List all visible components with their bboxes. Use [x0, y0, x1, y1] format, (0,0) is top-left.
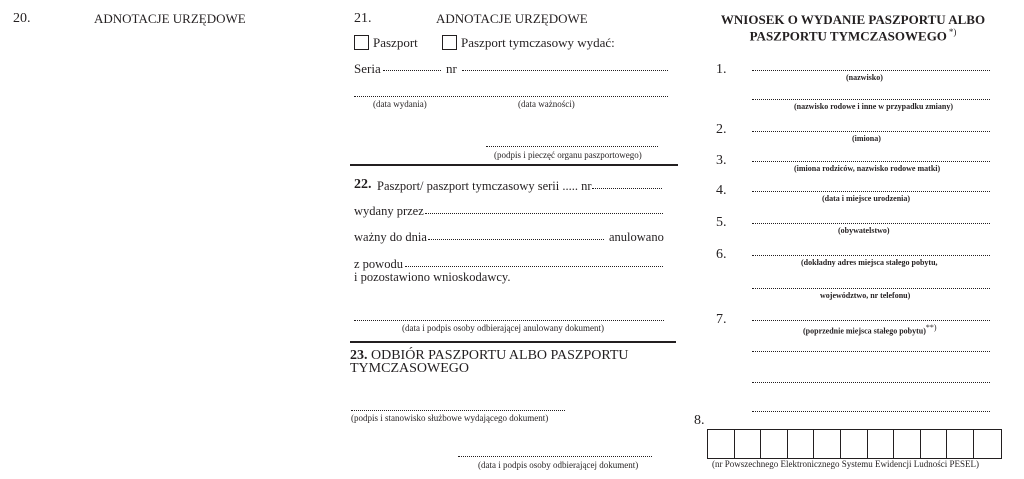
field-7-number: 7.	[716, 312, 727, 327]
field-4-number: 4.	[716, 183, 727, 198]
poprzednie-miejsca-line-4[interactable]	[752, 411, 990, 412]
form-title-line-2-wrap	[716, 26, 990, 42]
odbierajacy-caption: (data i podpis osoby odbierającej dokument)	[478, 460, 639, 470]
wojewodztwo-caption: województwo, nr telefonu)	[820, 291, 911, 300]
checkbox-paszport-label: Paszport	[373, 35, 418, 50]
wazny-do-dnia-label: ważny do dnia	[354, 230, 427, 244]
data-miejsce-urodzenia-field[interactable]	[752, 191, 990, 192]
anulowany-caption: (data i podpis osoby odbierającej anulowany dokument)	[402, 323, 604, 333]
form-title	[716, 13, 990, 42]
pesel-cell[interactable]	[761, 430, 788, 458]
nr-label: nr	[446, 61, 457, 76]
section-23-number: 23.	[350, 348, 368, 363]
wojewodztwo-field[interactable]	[752, 288, 990, 289]
data-miejsce-urodzenia-caption: (data i miejsce urodzenia)	[822, 194, 911, 203]
form-title-line-1: WNIOSEK O WYDANIE PASZPORTU ALBO	[720, 12, 986, 27]
pesel-caption: (nr Powszechnego Elektronicznego Systemu Ewidencji Ludności PESEL)	[712, 459, 979, 469]
adres-field[interactable]	[752, 255, 990, 256]
pesel-cell[interactable]	[974, 430, 1001, 458]
obywatelstwo-caption: (obywatelstwo)	[838, 226, 890, 235]
pesel-cell[interactable]	[841, 430, 868, 458]
nr-field[interactable]	[462, 70, 668, 71]
pesel-cell[interactable]	[894, 430, 921, 458]
nazwisko-rodowe-field[interactable]	[752, 99, 990, 100]
poprzednie-miejsca-mark: **)	[925, 323, 937, 332]
wydajacy-caption: (podpis i stanowisko służbowe wydającego dokument)	[351, 413, 549, 423]
signature-field-23a[interactable]	[351, 410, 565, 411]
imiona-rodzicow-field[interactable]	[752, 161, 990, 162]
nazwisko-caption: (nazwisko)	[846, 73, 883, 82]
section-21-number: 21.	[354, 11, 372, 26]
seria-label: Seria	[354, 61, 381, 76]
obywatelstwo-field[interactable]	[752, 223, 990, 224]
sec22-nr-field[interactable]	[592, 188, 662, 189]
section-20-number: 20.	[13, 11, 31, 26]
z-powodu-field[interactable]	[405, 266, 663, 267]
anulowano-label: anulowano	[609, 230, 664, 244]
checkbox-paszport[interactable]	[354, 35, 369, 50]
section-23-title-2: TYMCZASOWEGO	[350, 361, 469, 376]
imiona-field[interactable]	[752, 131, 990, 132]
pesel-cell[interactable]	[947, 430, 974, 458]
checkbox-paszport-tymczasowy-label: Paszport tymczasowy wydać:	[461, 35, 615, 50]
poprzednie-miejsca-caption: (poprzednie miejsca stałego pobytu)	[803, 326, 926, 336]
field-8-number: 8.	[694, 413, 705, 428]
signature-field-21[interactable]	[486, 146, 658, 147]
wydany-przez-field[interactable]	[425, 213, 663, 214]
section-20-title: ADNOTACJE URZĘDOWE	[94, 11, 246, 26]
nazwisko-field[interactable]	[752, 70, 990, 71]
form-title-mark: *)	[948, 27, 957, 37]
z-powodu-label: z powodu	[354, 257, 403, 271]
pesel-cell[interactable]	[735, 430, 762, 458]
podpis-organu-caption: (podpis i pieczęć organu paszportowego)	[494, 150, 642, 160]
data-waznosci-caption: (data ważności)	[518, 99, 575, 109]
form-title-line-2: PASZPORTU TYMCZASOWEGO	[749, 28, 947, 44]
wazny-do-dnia-field[interactable]	[428, 239, 604, 240]
poprzednie-miejsca-line-2[interactable]	[752, 351, 990, 352]
seria-field[interactable]	[383, 70, 441, 71]
wydany-przez-label: wydany przez	[354, 204, 424, 218]
poprzednie-miejsca-field[interactable]	[752, 320, 990, 321]
imiona-rodzicow-caption: (imiona rodziców, nazwisko rodowe matki)	[794, 164, 941, 173]
field-5-number: 5.	[716, 215, 727, 230]
pesel-cell[interactable]	[708, 430, 735, 458]
pesel-cell[interactable]	[788, 430, 815, 458]
dates-field[interactable]	[354, 96, 668, 97]
signature-field-23b[interactable]	[458, 456, 652, 457]
field-1-number: 1.	[716, 62, 727, 77]
section-23-title-1: ODBIÓR PASZPORTU ALBO PASZPORTU	[371, 348, 629, 363]
nazwisko-rodowe-caption: (nazwisko rodowe i inne w przypadku zmiany)	[794, 102, 953, 111]
pesel-cell[interactable]	[868, 430, 895, 458]
divider-22-23	[350, 341, 676, 343]
section-22-number-text: 22.	[354, 177, 372, 192]
field-2-number: 2.	[716, 122, 727, 137]
signature-field-22[interactable]	[354, 320, 664, 321]
sec22-line1-label: Paszport/ paszport tymczasowy serii ..... nr	[377, 179, 592, 193]
poprzednie-miejsca-caption-wrap	[803, 323, 937, 336]
divider-21-22	[350, 164, 678, 166]
pesel-cell[interactable]	[814, 430, 841, 458]
section-21-title: ADNOTACJE URZĘDOWE	[436, 11, 588, 26]
pesel-grid[interactable]	[707, 429, 1002, 459]
field-3-number: 3.	[716, 153, 727, 168]
imiona-caption: (imiona)	[852, 134, 881, 143]
section-22-number	[354, 177, 372, 193]
field-6-number: 6.	[716, 247, 727, 262]
data-wydania-caption: (data wydania)	[373, 99, 427, 109]
checkbox-paszport-tymczasowy[interactable]	[442, 35, 457, 50]
poprzednie-miejsca-line-3[interactable]	[752, 382, 990, 383]
adres-caption: (dokładny adres miejsca stałego pobytu,	[801, 258, 938, 267]
pozostawiono-label: i pozostawiono wnioskodawcy.	[354, 270, 511, 284]
pesel-cell[interactable]	[921, 430, 948, 458]
